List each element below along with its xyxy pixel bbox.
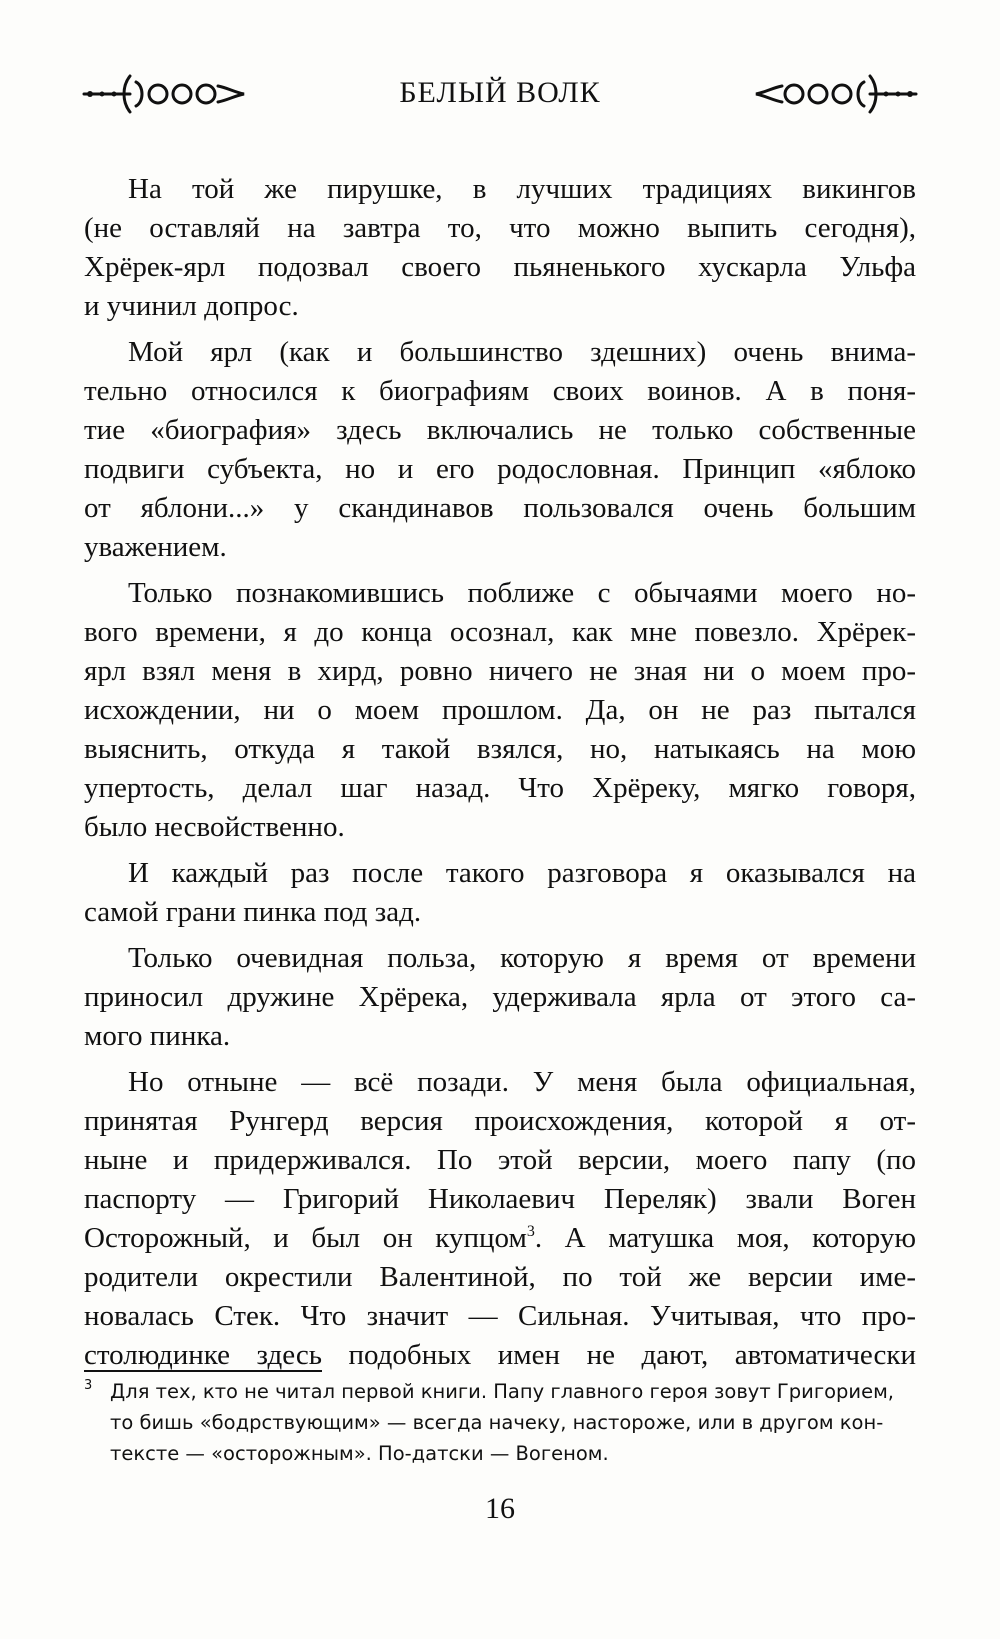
footnote-text xyxy=(110,1376,916,1469)
paragraph xyxy=(84,574,916,847)
text-line-with-footnote xyxy=(84,1219,916,1258)
text-line: упертость, делал шаг назад. Что Хрёреку, мягко говоря, xyxy=(84,772,916,804)
page-number: 16 xyxy=(485,1492,515,1525)
right-ornament-icon xyxy=(748,72,918,116)
footnote-mark: 3 xyxy=(84,1378,93,1393)
paragraph xyxy=(84,939,916,1056)
footnote-line: Для тех, кто не читал первой книги. Папу главного героя зовут Григорием, xyxy=(110,1380,894,1403)
text-line: вого времени, я до конца осознал, как мне повезло. Хрёрек- xyxy=(84,616,916,648)
text-line: Мой ярл (как и большинство здешних) очень внима- xyxy=(128,336,916,368)
paragraph xyxy=(84,170,916,326)
text-line: ярл взял меня в хирд, ровно ничего не зная ни о моем про- xyxy=(84,655,916,687)
text-line: приносил дружине Хрёрека, удерживала ярла от этого са- xyxy=(84,981,916,1013)
text-line: родители окрестили Валентиной, по той же версии име- xyxy=(84,1261,916,1293)
text-line: На той же пирушке, в лучших традициях викингов xyxy=(128,173,916,205)
text-fragment: Осторожный, и был он купцом xyxy=(84,1222,527,1254)
footnote-line: тексте — «осторожным». По-датски — Вогеном. xyxy=(110,1442,609,1465)
text-line: было несвойственно. xyxy=(84,811,345,843)
text-line: тие «биография» здесь включались не только собственные xyxy=(84,414,916,446)
text-line: (не оставляй на завтра то, что можно выпить сегодня), xyxy=(84,212,916,244)
text-line: от яблони...» у скандинавов пользовался очень большим xyxy=(84,492,916,524)
running-title: БЕЛЫЙ ВОЛК xyxy=(399,76,601,109)
text-line: новалась Стек. Что значит — Сильная. Учитывая, что про- xyxy=(84,1300,916,1332)
paragraph xyxy=(84,854,916,932)
running-header xyxy=(80,72,920,124)
text-line: Хрёрек-ярл подозвал своего пьяненького хускарла Ульфа xyxy=(84,251,916,283)
text-line: столюдинке здесь подобных имен не дают, автоматически xyxy=(84,1339,916,1371)
text-line: исхождении, ни о моем прошлом. Да, он не раз пытался xyxy=(84,694,916,726)
text-line: подвиги субъекта, но и его родословная. Принцип «яблоко xyxy=(84,453,916,485)
main-text xyxy=(84,170,916,1382)
text-line: Только очевидная польза, которую я время от времени xyxy=(128,942,916,974)
text-line: И каждый раз после такого разговора я оказывался на xyxy=(128,857,916,889)
text-line: принятая Рунгерд версия происхождения, которой я от- xyxy=(84,1105,916,1137)
text-line: паспорту — Григорий Николаевич Переляк) звали Воген xyxy=(84,1183,916,1215)
text-fragment: . А матушка моя, которую xyxy=(534,1222,916,1254)
text-line: мого пинка. xyxy=(84,1020,231,1052)
text-line: Только познакомившись поближе с обычаями моего но- xyxy=(128,577,916,609)
text-line: Но отныне — всё позади. У меня была официальная, xyxy=(128,1066,916,1098)
text-line: самой грани пинка под зад. xyxy=(84,896,422,928)
footnote-reference[interactable]: 3 xyxy=(526,1223,535,1240)
text-line: уважением. xyxy=(84,531,227,563)
footnote-divider xyxy=(84,1370,322,1372)
text-line: тельно относился к биографиям своих воинов. А в поня- xyxy=(84,375,916,407)
text-line: выяснить, откуда я такой взялся, но, натыкаясь на мою xyxy=(84,733,916,765)
paragraph xyxy=(84,333,916,567)
footnote-line: то бишь «бодрствующим» — всегда начеку, настороже, или в другом кон- xyxy=(110,1411,884,1434)
text-line: ныне и придерживался. По этой версии, моего папу (по xyxy=(84,1144,916,1176)
text-line: и учинил допрос. xyxy=(84,290,299,322)
paragraph xyxy=(84,1063,916,1375)
